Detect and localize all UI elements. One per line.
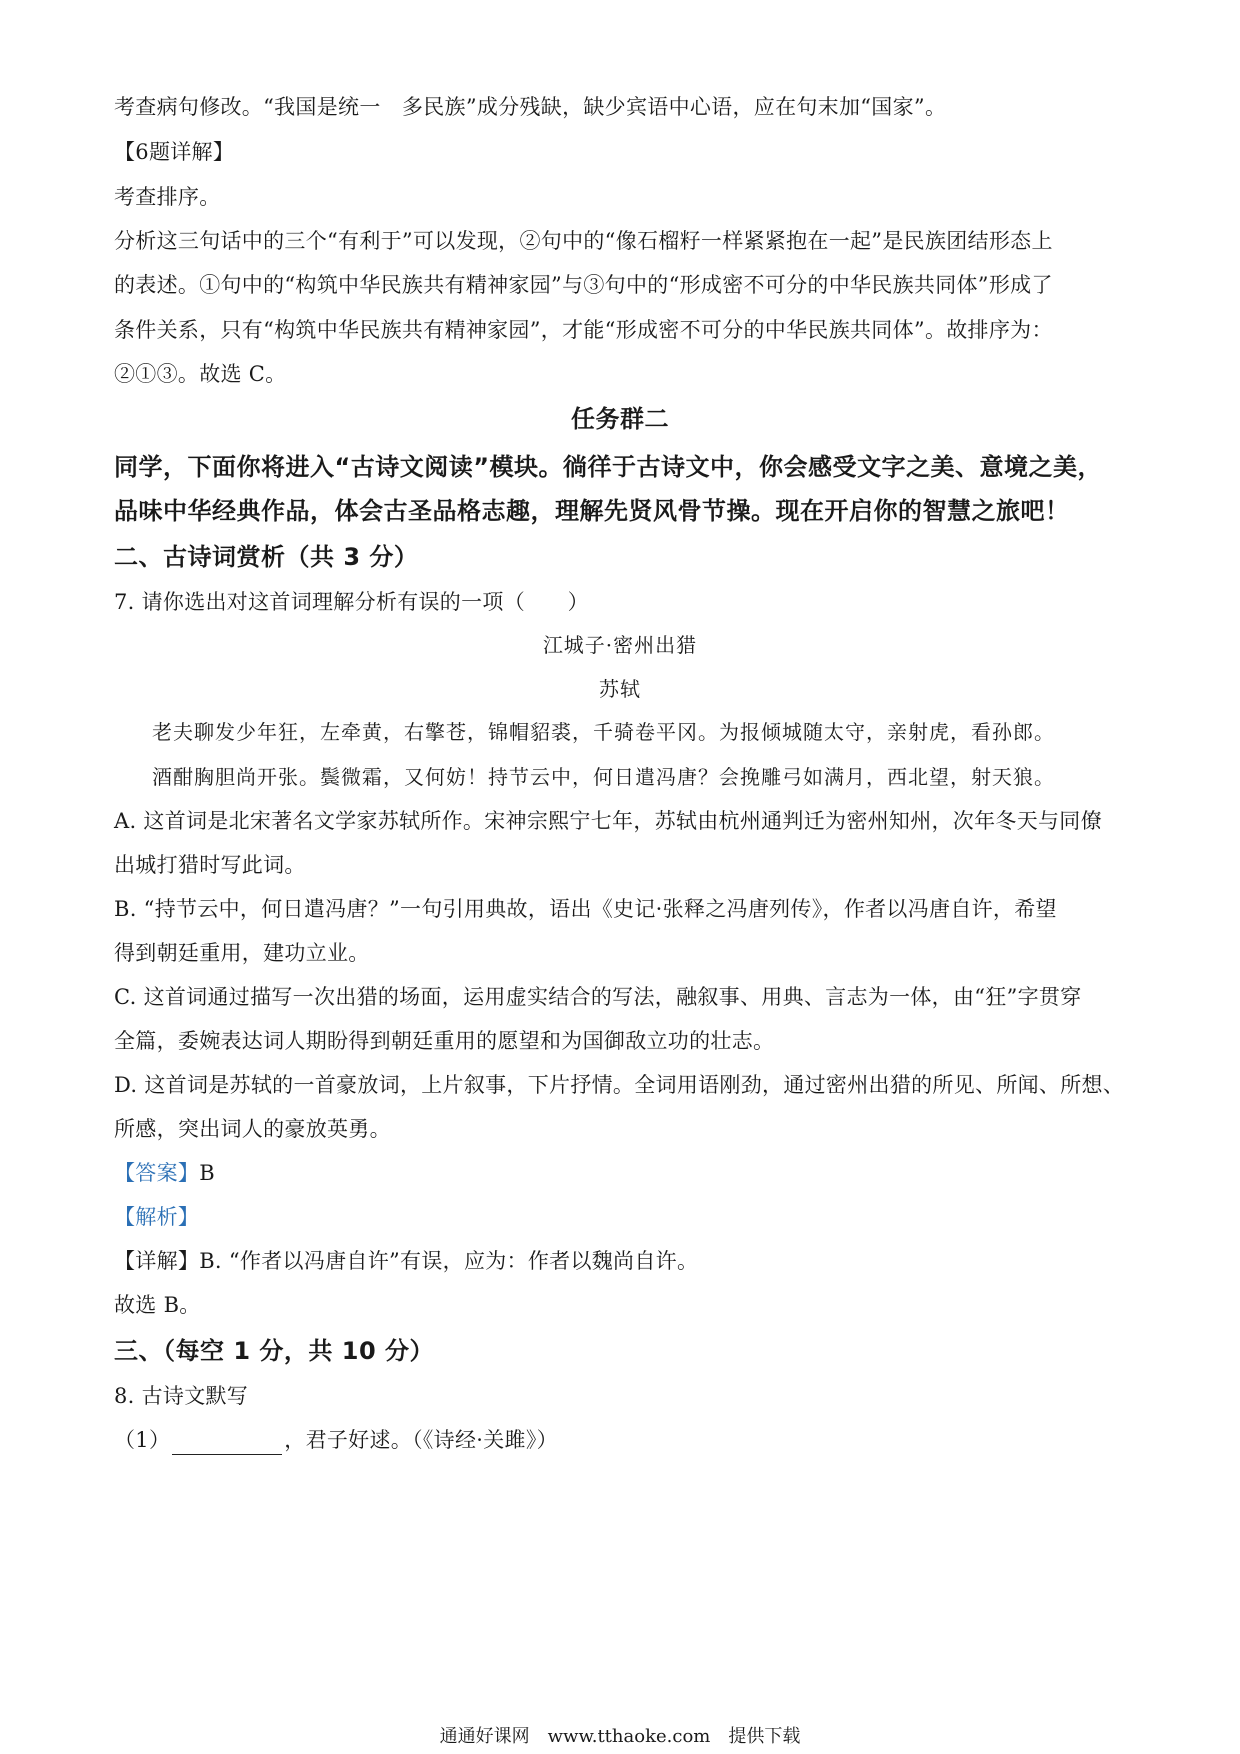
text-line: 考查病句修改。“我国是统一 多民族”成分残缺，缺少宾语中心语，应在句末加“国家”。 xyxy=(114,95,947,119)
answer-value: B xyxy=(199,1161,215,1185)
option-d: 所感，突出词人的豪放英勇。 xyxy=(114,1117,391,1141)
text-line: 的表述。①句中的“构筑中华民族共有精神家园”与③句中的“形成密不可分的中华民族共同体”形成了 xyxy=(114,273,1053,297)
page-footer: 通通好课网 www.tthaoke.com 提供下载 xyxy=(439,1726,801,1747)
question-text: 8. 古诗文默写 xyxy=(114,1384,249,1408)
item-text: ，君子好逑。（《诗经·关雎》） xyxy=(284,1428,558,1452)
text-line: 【6题详解】 xyxy=(114,140,235,164)
option-b: 得到朝廷重用，建功立业。 xyxy=(114,941,370,965)
answer-label: 【答案】 xyxy=(114,1161,200,1185)
conclusion-text: 故选 B。 xyxy=(114,1293,201,1317)
option-c: C. 这首词通过描写一次出猎的场面，运用虚实结合的写法，融叙事、用典、言志为一体，由“狂”字贯穿 xyxy=(114,985,1082,1009)
part-heading: 三、（每空 1 分，共 10 分） xyxy=(114,1337,435,1365)
analysis-label: 【解析】 xyxy=(114,1205,200,1229)
detail-text: 【详解】B. “作者以冯唐自许”有误，应为：作者以魏尚自许。 xyxy=(114,1249,699,1273)
text-line: 考查排序。 xyxy=(114,185,221,209)
option-b: B. “持节云中，何日遣冯唐？”一句引用典故，语出《史记·张释之冯唐列传》，作者以冯唐自许，希望 xyxy=(114,897,1057,921)
question-text: 7. 请你选出对这首词理解分析有误的一项（ ） xyxy=(114,590,589,614)
option-d: D. 这首词是苏轼的一首豪放词，上片叙事，下片抒情。全词用语刚劲，通过密州出猎的所见、所闻、所想、 xyxy=(114,1073,1125,1097)
section-intro: 同学，下面你将进入“古诗文阅读”模块。徜徉于古诗文中，你会感受文字之美、意境之美， xyxy=(114,453,1103,481)
answer-line xyxy=(114,1158,215,1188)
option-a: A. 这首词是北宋著名文学家苏轼所作。宋神宗熙宁七年，苏轼由杭州通判迁为密州知州，次年冬天与同僚 xyxy=(114,809,1102,833)
poem-title: 江城子·密州出猎 xyxy=(542,633,698,657)
option-c: 全篇，委婉表达词人期盼得到朝廷重用的愿望和为国御敌立功的壮志。 xyxy=(114,1029,775,1053)
answer-blank[interactable] xyxy=(172,1432,282,1455)
part-heading: 二、古诗词赏析（共 3 分） xyxy=(114,543,419,571)
poem-line: 老夫聊发少年狂，左牵黄，右擎苍，锦帽貂裘，千骑卷平冈。为报倾城随太守，亲射虎，看孙郎。 xyxy=(152,720,1055,744)
item-number: （1） xyxy=(114,1428,171,1452)
poem-line: 酒酣胸胆尚开张。鬓微霜，又何妨！持节云中，何日遣冯唐？会挽雕弓如满月，西北望，射天狼。 xyxy=(152,765,1055,789)
text-line: 条件关系，只有“构筑中华民族共有精神家园”，才能“形成密不可分的中华民族共同体”。故排序为： xyxy=(114,318,1053,342)
section-intro: 品味中华经典作品，体会古圣品格志趣，理解先贤风骨节操。现在开启你的智慧之旅吧！ xyxy=(114,497,1070,525)
text-line: 分析这三句话中的三个“有利于”可以发现，②句中的“像石榴籽一样紧紧抱在一起”是民族团结形态上 xyxy=(114,229,1053,253)
text-line: ②①③。故选 C。 xyxy=(114,362,287,386)
option-a: 出城打猎时写此词。 xyxy=(114,853,306,877)
section-title: 任务群二 xyxy=(571,405,669,433)
fill-blank-item xyxy=(114,1425,558,1455)
poem-author: 苏轼 xyxy=(599,677,641,701)
